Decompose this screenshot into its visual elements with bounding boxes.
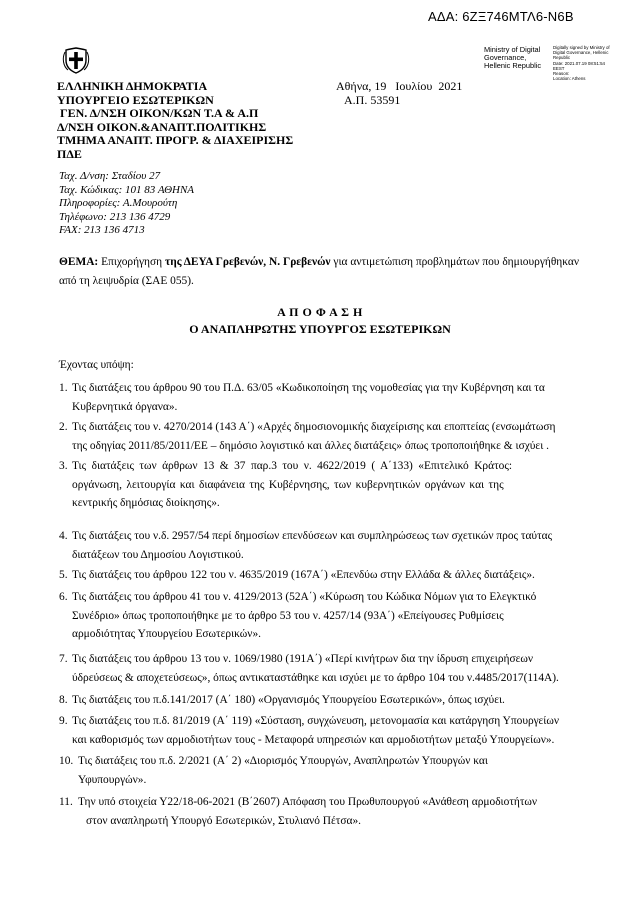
- item-line: στον αναπληρωτή Υπουργό Εσωτερικών, Στυλιανό Πέτσα».: [86, 814, 362, 827]
- ada-code: ΑΔΑ: 6ΖΞ746ΜΤΛ6-Ν6Β: [428, 9, 574, 24]
- item-text: [72, 379, 581, 416]
- decision-subtitle: Ο ΑΝΑΠΛΗΡΩΤΗΣ ΥΠΟΥΡΓΟΣ ΕΣΩΤΕΡΙΚΩΝ: [189, 322, 451, 336]
- authority-line: ΓΕΝ. Δ/ΝΣΗ ΟΙΚΟΝ/ΚΩΝ Τ.Α & Α.Π: [57, 106, 259, 121]
- item-text: [72, 457, 581, 513]
- authority-line: ΥΠΟΥΡΓΕΙΟ ΕΣΩΤΕΡΙΚΩΝ: [57, 92, 214, 107]
- item-line: ύδρεύσεως & αποχετεύσεως», όπως αντικαταστάθηκε και ισχύει με το άρθρο 104 του ν.4485/2017(114Α).: [72, 671, 559, 684]
- item-number: 2.: [59, 421, 68, 433]
- item-number: 1.: [59, 382, 68, 394]
- item-line: διατάξεων του Δημοσίου Λογιστικού.: [72, 548, 244, 561]
- item-line: αρμοδιότητας Υπουργείου Εσωτερικών».: [72, 628, 261, 640]
- item-text: [78, 752, 581, 789]
- item-text: [72, 712, 581, 749]
- signature-detail-line: Location: Athens: [553, 76, 586, 82]
- date-protocol-block: [336, 80, 462, 107]
- subject-label: ΘΕΜΑ:: [59, 256, 99, 268]
- authority-line: ΠΔΕ: [57, 146, 82, 161]
- authority-line: ΤΜΗΜΑ ΑΝΑΠΤ. ΠΡΟΓΡ. & ΔΙΑΧΕΙΡΙΣΗΣ: [57, 133, 294, 148]
- signature-ministry-line: Governance,: [484, 53, 527, 62]
- item-line: Τις διατάξεις του άρθρου 122 του ν. 4635/2019 (167Α΄) «Επενδύω στην Ελλάδα & άλλες διατάξεις».: [72, 569, 535, 581]
- item-line: και καθορισμός των αρμοδιοτήτων τους - Μεταφορά υπηρεσιών και αρμοδιοτήτων μεταξύ Υπουργείων».: [72, 733, 555, 746]
- contact-line: Πληροφορίες: Α.Μουρούτη: [59, 197, 178, 209]
- list-item: [59, 712, 581, 749]
- item-number: 10.: [59, 755, 74, 767]
- item-line: Τις διατάξεις του π.δ. 2/2021 (Α΄ 2) «Διορισμός Υπουργών, Αναπληρωτών Υπουργών και: [78, 755, 488, 767]
- subject-text: για αντιμετώπιση προβλημάτων που δημιουργήθηκαν από τη λειψυδρία (ΣΑΕ 055).: [59, 256, 579, 287]
- subject-text: Επιχορήγηση: [98, 256, 165, 268]
- contact-line: FAX: 213 136 4713: [59, 224, 145, 236]
- item-text: [72, 691, 581, 710]
- item-text: [72, 566, 581, 585]
- signature-ministry-line: Hellenic Republic: [484, 61, 542, 70]
- item-number: 4.: [59, 530, 68, 542]
- list-item: [59, 418, 581, 455]
- list-item: [59, 566, 581, 585]
- decision-title: Α Π Ο Φ Α Σ Η: [277, 305, 363, 319]
- authority-line: ΕΛΛΗΝΙΚΗ ΔΗΜΟΚΡΑΤΙΑ: [57, 79, 208, 93]
- item-text: [78, 793, 581, 830]
- signature-ministry: [484, 46, 541, 70]
- signature-detail-line: EEST: [553, 65, 565, 71]
- contact-line: Ταχ. Δ/νση: Σταδίου 27: [59, 170, 161, 182]
- item-text: [72, 650, 581, 687]
- item-line: Τις διατάξεις του άρθρου 90 του Π.Δ. 63/05 «Κωδικοποίηση της νομοθεσίας για την Κυβέρνηση και τα: [72, 382, 545, 394]
- item-number: 7.: [59, 653, 68, 665]
- subject-beneficiary: της ΔΕΥΑ Γρεβενών, Ν. Γρεβενών: [165, 256, 331, 268]
- hellenic-emblem-icon: [62, 46, 90, 74]
- item-line: οργάνωση, λειτουργία και διαφάνεια της Κυβέρνησης, των κυβερνητικών οργάνων και της: [72, 478, 504, 491]
- item-number: 11.: [59, 796, 73, 808]
- subject-paragraph: [59, 253, 579, 290]
- document-date: Αθήνα, 19 Ιουλίου 2021: [336, 79, 463, 93]
- item-text: [72, 418, 581, 455]
- list-item: [59, 457, 581, 513]
- list-item: [59, 691, 581, 710]
- item-line: κεντρικής δημόσιας διοίκησης».: [72, 497, 220, 509]
- item-line: Υφυπουργών».: [78, 773, 147, 786]
- contact-block: [59, 170, 194, 238]
- list-item: [59, 752, 581, 789]
- signature-detail-line: Digitally signed by Ministry of: [553, 45, 610, 50]
- signature-ministry-line: Ministry of Digital: [484, 45, 541, 54]
- item-line: Τις διατάξεις των άρθρων 13 & 37 παρ.3 του ν. 4622/2019 ( Α΄133) «Επιτελικό Κράτος:: [72, 460, 513, 472]
- signature-detail-line: Date: 2021.07.19 08:51:54: [553, 60, 605, 66]
- authority-header: [57, 80, 293, 162]
- list-item: [59, 379, 581, 416]
- item-line: Τις διατάξεις του π.δ.141/2017 (Α΄ 180) «Οργανισμός Υπουργείου Εσωτερικών», όπως ισχύει.: [72, 694, 505, 706]
- item-line: Συνέδριο» όπως τροποποιήθηκε με το άρθρο 53 του ν. 4257/14 (93Α΄) «Επείγουσες Ρυθμίσεις: [72, 609, 504, 622]
- item-line: Τις διατάξεις του ν.δ. 2957/54 περί δημοσίων επενδύσεων και συμπληρώσεως των σχετικών προς ταύτας: [72, 530, 553, 542]
- item-line: Τις διατάξεις του π.δ. 81/2019 (Α΄ 119) «Σύσταση, συγχώνευση, μετονομασία και κατάργηση Υπουργείων: [72, 715, 560, 727]
- signature-details: [553, 45, 623, 81]
- item-number: 3.: [59, 460, 68, 472]
- item-number: 8.: [59, 694, 68, 706]
- contact-line: Ταχ. Κώδικας: 101 83 ΑΘΗΝΑ: [59, 183, 195, 196]
- item-line: Την υπό στοιχεία Υ22/18-06-2021 (Β΄2607) Απόφαση του Πρωθυπουργού «Ανάθεση αρμοδιοτήτων: [78, 796, 538, 808]
- item-line: Τις διατάξεις του άρθρου 13 του ν. 1069/1980 (191Α΄) «Περί κινήτρων δια την ίδρυση επιχειρήσεων: [72, 653, 534, 665]
- signature-detail-line: Reason:: [553, 71, 570, 77]
- item-number: 6.: [59, 591, 68, 603]
- signature-detail-line: Republic: [553, 55, 571, 61]
- item-text: [72, 588, 581, 644]
- item-line: της οδηγίας 2011/85/2011/ΕΕ – δημόσιο λογιστικό και άλλες διατάξεις» όπως τροποποιήθηκε & ισχύει .: [72, 439, 549, 452]
- item-text: [72, 527, 581, 564]
- item-line: Τις διατάξεις του ν. 4270/2014 (143 Α΄) «Αρχές δημοσιονομικής διαχείρισης και εποπτείας (ενσωμάτωση: [72, 421, 556, 433]
- item-number: 5.: [59, 569, 68, 581]
- protocol-number: Α.Π. 53591: [344, 92, 401, 107]
- authority-line: Δ/ΝΣΗ ΟΙΚΟΝ.&ΑΝΑΠΤ.ΠΟΛΙΤΙΚΗΣ: [57, 119, 267, 134]
- list-item: [59, 588, 581, 644]
- contact-line: Τηλέφωνο: 213 136 4729: [59, 210, 171, 223]
- signature-detail-line: Digital Governance, Hellenic: [553, 50, 609, 56]
- item-line: Κυβερνητικά όργανα».: [72, 400, 178, 413]
- list-item: [59, 650, 581, 687]
- item-line: Τις διατάξεις του άρθρου 41 του ν. 4129/2013 (52Α΄) «Κύρωση του Κώδικα Νόμων για το Ελεγκτικό: [72, 591, 537, 603]
- list-item: [59, 527, 581, 564]
- list-item: [59, 793, 581, 830]
- item-number: 9.: [59, 715, 68, 727]
- having-in-view: Έχοντας υπόψη:: [59, 359, 134, 371]
